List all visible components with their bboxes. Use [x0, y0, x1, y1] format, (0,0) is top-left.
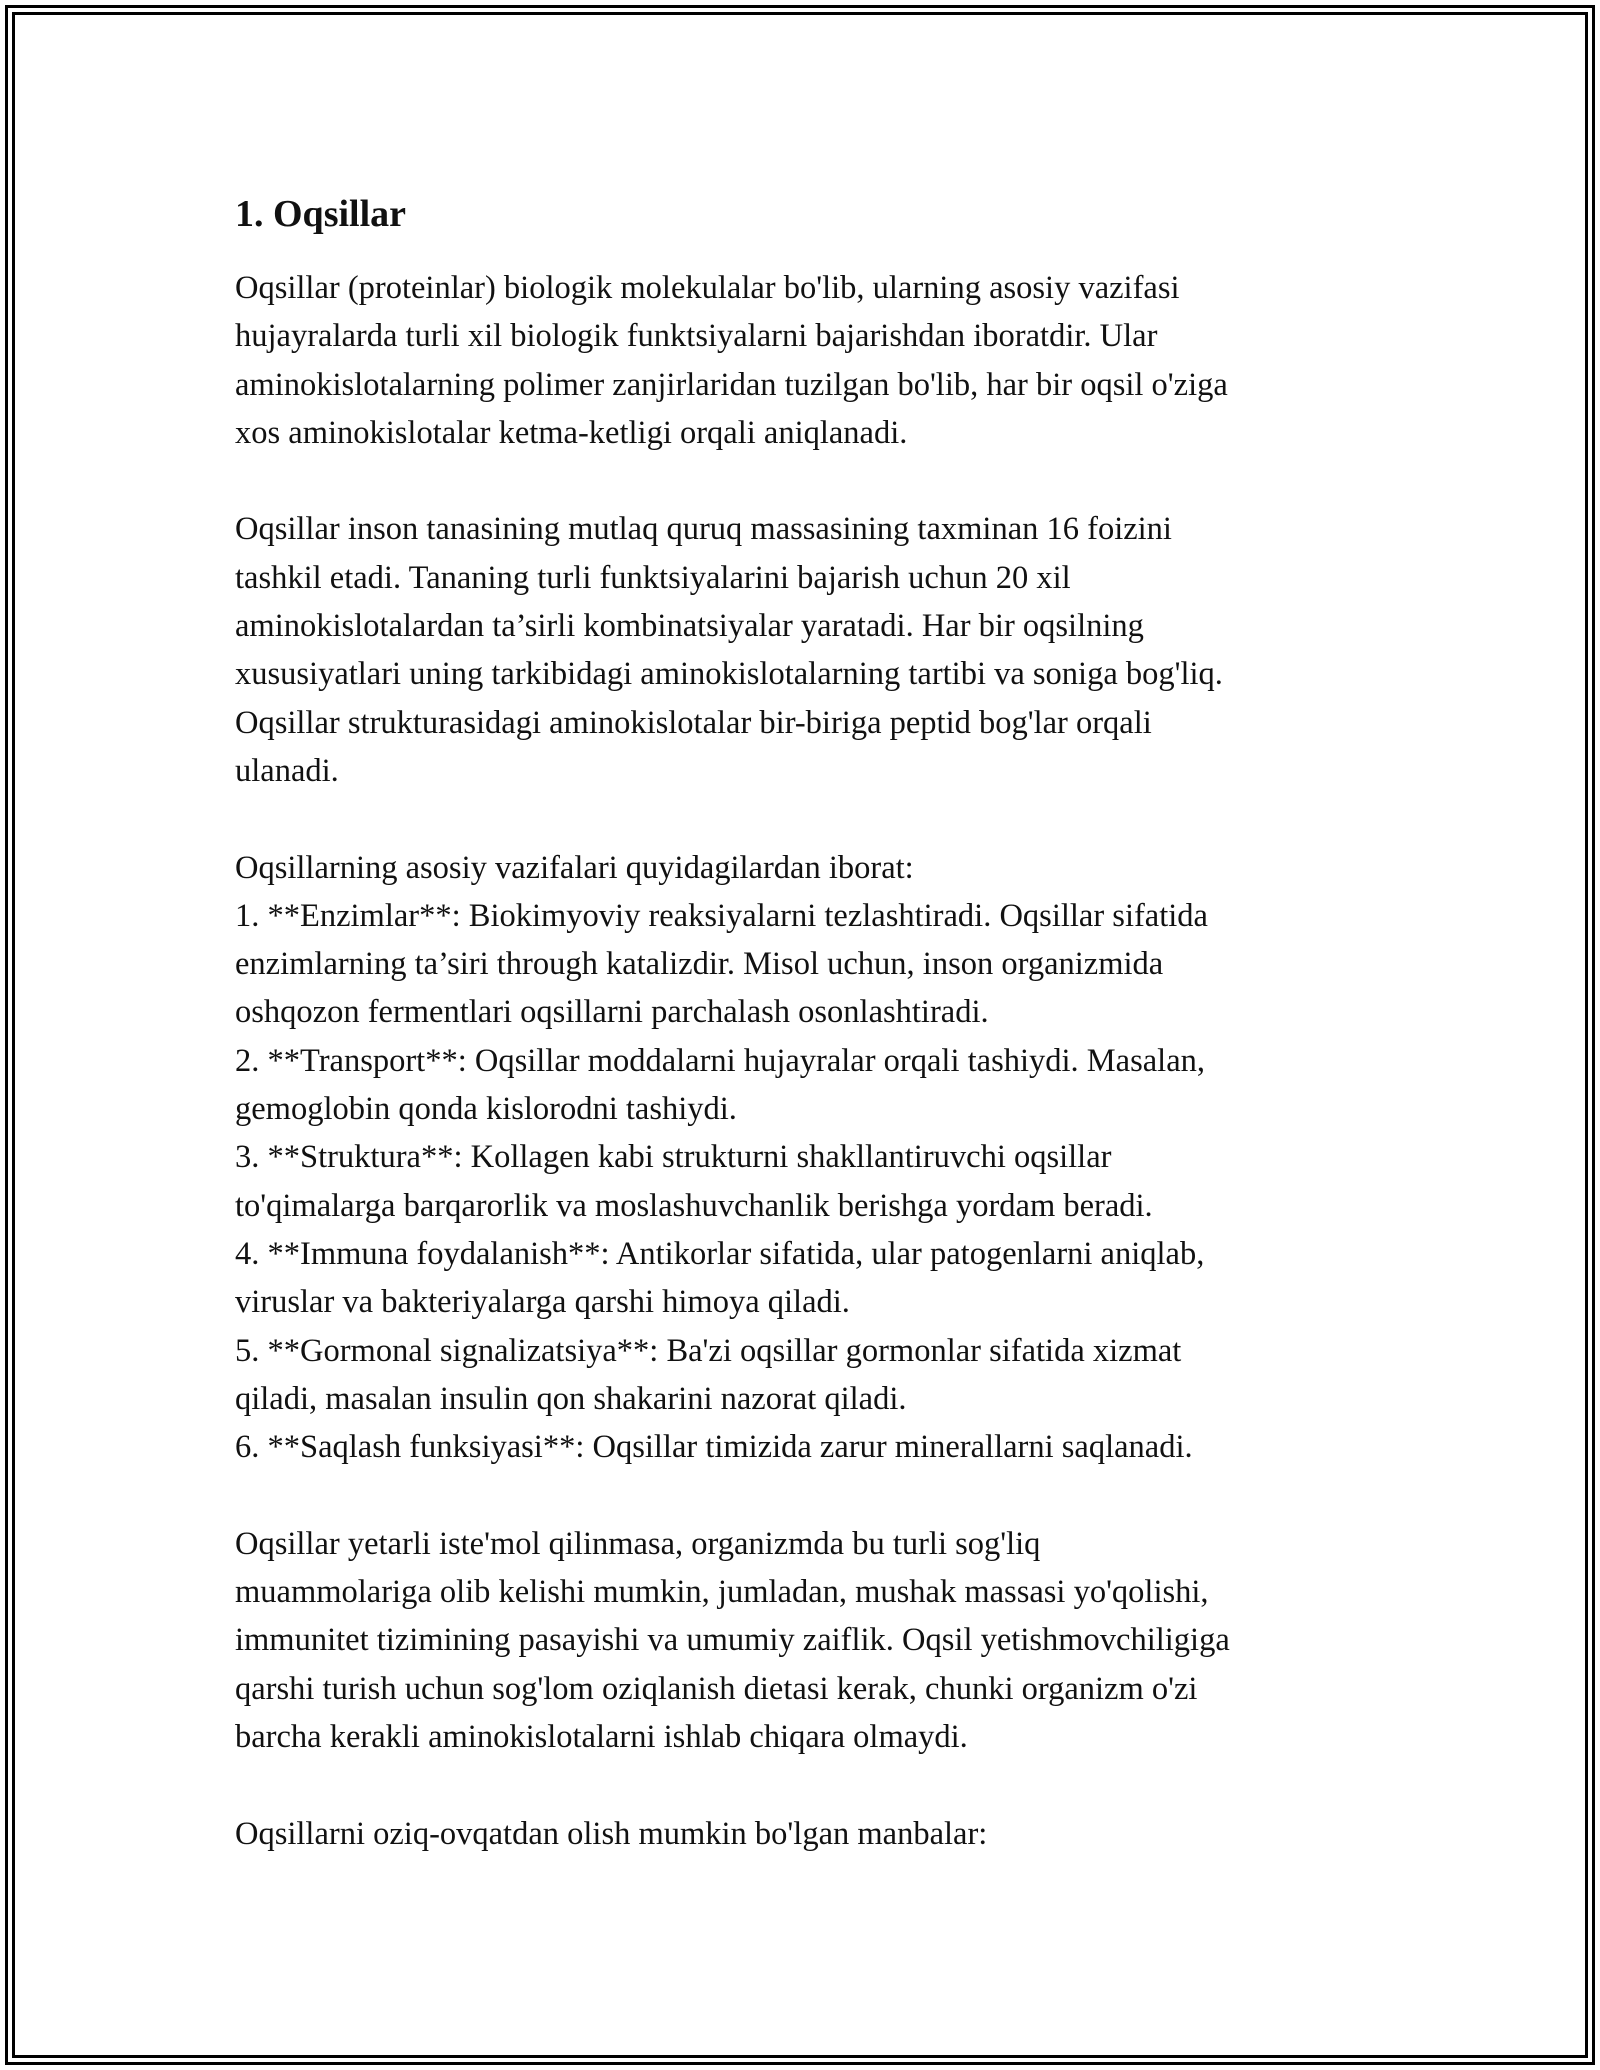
- document-page: [235, 186, 1385, 1858]
- paragraph-sources-intro: Oqsillarni oziq-ovqatdan olish mumkin bo'lgan manbalar:: [235, 1815, 988, 1852]
- list-item-immune: 4. **Immuna foydalanish**: Antikorlar sifatida, ular patogenlarni aniqlab, viruslar va bakteriyalarga qarshi himoya qiladi.: [235, 1235, 1205, 1321]
- functions-list-intro: Oqsillarning asosiy vazifalari quyidagilardan iborat:: [235, 849, 914, 886]
- paragraph-deficiency: Oqsillar yetarli iste'mol qilinmasa, organizmda bu turli sog'liq muammolariga olib kelishi mumkin, jumladan, mushak massasi yo'qolishi, immunitet tizimining pasayishi va umumiy zaiflik. Oqsil yetishmovchiligiga qarshi turish uchun sog'lom oziqlanish dietasi kerak, chunki organizm o'zi barcha kerakli aminokislotalarni ishlab chiqara olmaydi.: [235, 1525, 1230, 1755]
- list-item-transport: 2. **Transport**: Oqsillar moddalarni hujayralar orqali tashiydi. Masalan, gemoglobin qonda kislorodni tashiydi.: [235, 1042, 1206, 1128]
- list-item-enzymes: 1. **Enzimlar**: Biokimyoviy reaksiyalarni tezlashtiradi. Oqsillar sifatida enzimlarning ta’siri through katalizdir. Misol uchun, inson organizmida oshqozon fermentlari oqsillarni parchalash osonlashtiradi.: [235, 897, 1208, 1031]
- paragraph-definition: Oqsillar (proteinlar) biologik molekulalar bo'lib, ularning asosiy vazifasi hujayralarda turli xil biologik funktsiyalarni bajarishdan iboratdir. Ular aminokislotalarning polimer zanjirlaridan tuzilgan bo'lib, har bir oqsil o'ziga xos aminokislotalar ketma-ketligi orqali aniqlanadi.: [235, 270, 1228, 451]
- section-heading: 1. Oqsillar: [235, 193, 407, 235]
- list-item-structure: 3. **Struktura**: Kollagen kabi strukturni shakllantiruvchi oqsillar to'qimalarga barqarorlik va moslashuvchanlik berishga yordam beradi.: [235, 1139, 1153, 1224]
- functions-list: [235, 844, 1385, 1472]
- list-item-hormonal: 5. **Gormonal signalizatsiya**: Ba'zi oqsillar gormonlar sifatida xizmat qiladi, masalan insulin qon shakarini nazorat qiladi.: [235, 1332, 1182, 1417]
- list-item-storage: 6. **Saqlash funksiyasi**: Oqsillar timizida zarur minerallarni saqlanadi.: [235, 1429, 1193, 1466]
- paragraph-composition: Oqsillar inson tanasining mutlaq quruq massasining taxminan 16 foizini tashkil etadi. Tananing turli funktsiyalarini bajarish uchun 20 xil aminokislotalardan ta’sirli kombinatsiyalar yaratadi. Har bir oqsilning xususiyatlari uning tarkibidagi aminokislotalarning tartibi va soniga bog'liq. Oqsillar strukturasidagi aminokislotalar bir-biriga peptid bog'lar orqali ulanadi.: [235, 511, 1223, 789]
